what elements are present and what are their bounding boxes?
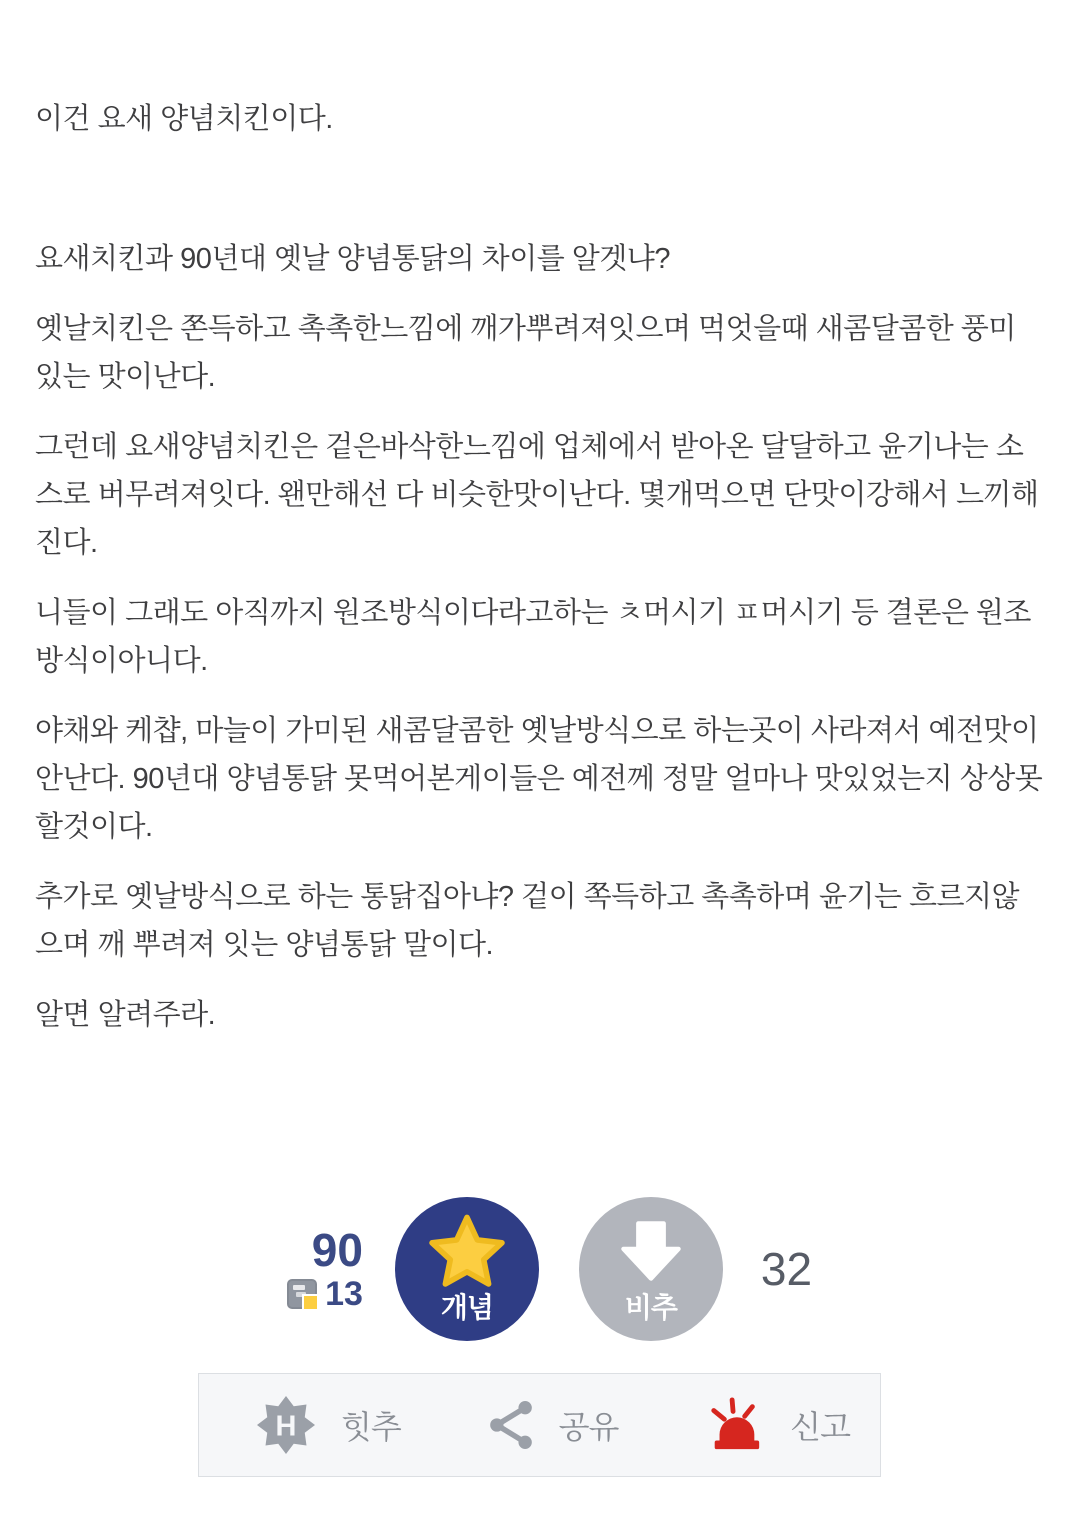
share-label: 공유 [558,1409,619,1445]
post-paragraph: 요새치킨과 90년대 옛날 양념통닭의 차이를 알겟냐? [35,243,670,275]
upvote-button[interactable] [395,1197,539,1341]
upvote-sub-count: 13 [325,1275,363,1313]
post-paragraph: 알면 알려주라. [35,999,216,1031]
post-paragraph: 그런데 요새양념치킨은 겉은바삭한느낌에 업체에서 받아온 달달하고 윤기나는 소스로 버무려져잇다. 왠만해선 다 비슷한맛이난다. 몇개먹으면 단맛이강해서 느끼해진다. [35,431,1039,559]
share-button[interactable] [489,1396,619,1454]
vote-section [0,1197,1079,1341]
siren-icon [706,1396,764,1454]
report-button[interactable] [706,1396,850,1454]
badge-icon[interactable] [287,1279,317,1309]
post-paragraph: 야채와 케챱, 마늘이 가미된 새콤달콤한 옛날방식으로 하는곳이 사라져서 예전맛이 안난다. 90년대 양념통닭 못먹어본게이들은 예전께 정말 얼마나 맛있었는지 상상못할것이다. [35,715,1047,843]
action-bar [198,1373,881,1477]
upvote-count: 90 [311,1224,363,1276]
upvote-count-block [267,1226,363,1312]
down-arrow-icon [619,1210,683,1292]
hitchu-label: 힛추 [341,1409,401,1445]
downvote-count: 32 [760,1243,813,1295]
post-paragraph: 니들이 그래도 아직까지 원조방식이다라고하는 ㅊ머시기 ㅍ머시기 등 결론은 원조방식이아니다. [35,597,1031,677]
upvote-subcount-row [287,1276,363,1312]
downvote-label: 비추 [624,1292,677,1323]
badge-corner [302,1294,319,1311]
upvote-label: 개념 [440,1292,493,1323]
badge-mark [293,1285,305,1290]
star-icon [427,1210,507,1292]
post-paragraph [35,165,1045,213]
post-paragraph: 이건 요새 양념치킨이다. [35,103,333,135]
svg-text:H: H [275,1410,297,1443]
downvote-button[interactable] [579,1197,723,1341]
post-paragraph: 옛날치킨은 쫀득하고 촉촉한느낌에 깨가뿌려져잇으며 먹엇을때 새콤달콤한 풍미 있는 맛이난다. [35,313,1024,393]
post-paragraph: 추가로 옛날방식으로 하는 통닭집아냐? 겉이 쪽득하고 촉촉하며 윤기는 흐르지않으며 깨 뿌려져 잇는 양념통닭 말이다. [35,881,1020,961]
h-burst-badge-icon [257,1396,315,1454]
report-label: 신고 [790,1409,850,1445]
hitchu-button[interactable] [257,1396,401,1454]
share-nodes-icon [489,1396,533,1454]
